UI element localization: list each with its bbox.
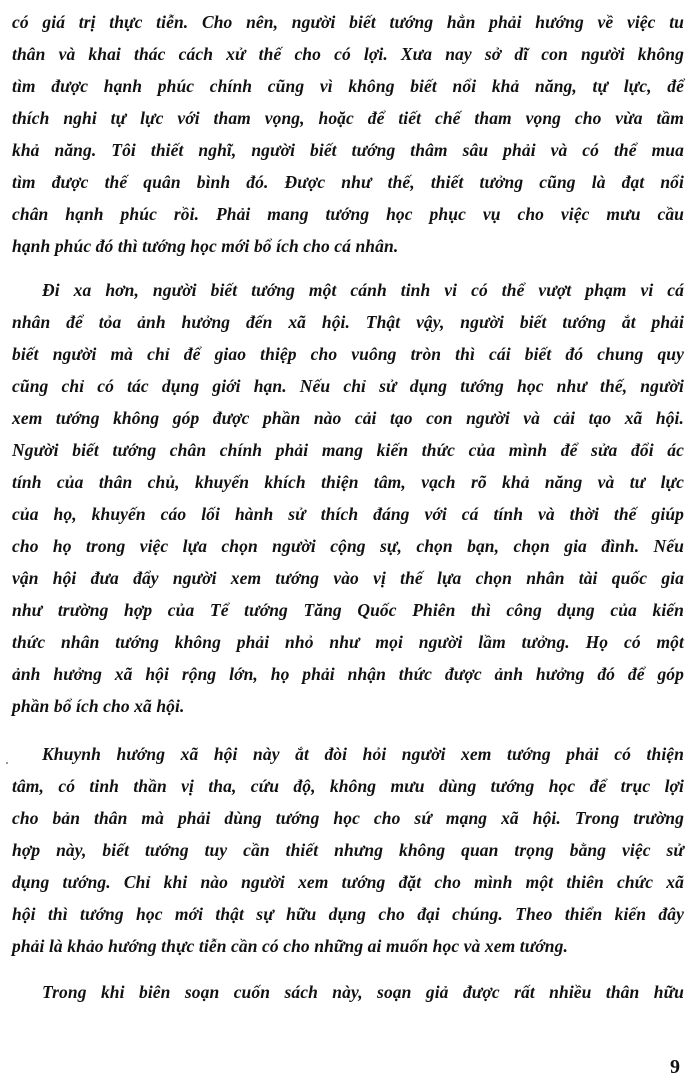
text-line: dụng tướng. Chỉ khi nào người xem tướng đặt cho mình một thiên chức xã	[12, 872, 684, 892]
text-line: tâm, có tinh thần vị tha, cứu độ, không mưu dùng tướng học để trục lợi	[12, 776, 684, 796]
text-line: chân hạnh phúc rồi. Phải mang tướng học phục vụ cho việc mưu cầu	[12, 204, 684, 224]
text-line: cho họ trong việc lựa chọn người cộng sự, chọn bạn, chọn gia đình. Nếu	[12, 536, 684, 556]
text-line: cho bản thân mà phải dùng tướng học cho sứ mạng xã hội. Trong trường	[12, 808, 684, 828]
text-line: phần bổ ích cho xã hội.	[12, 696, 185, 716]
text-line: thức nhân tướng không phải nhỏ như mọi người lầm tưởng. Họ có một	[12, 632, 684, 652]
text-line: hợp này, biết tướng tuy cần thiết nhưng không quan trọng bằng việc sử	[12, 840, 684, 860]
text-line: tính của thân chủ, khuyến khích thiện tâm, vạch rõ khả năng và tư lực	[12, 472, 684, 492]
text-line: như trường hợp của Tể tướng Tăng Quốc Phiên thì công dụng của kiến	[12, 600, 684, 620]
text-line: thích nghi tự lực với tham vọng, hoặc để tiết chế tham vọng cho vừa tầm	[12, 108, 684, 128]
text-line: khả năng. Tôi thiết nghĩ, người biết tướng thâm sâu phải và có thể mua	[12, 140, 684, 160]
text-line: Khuynh hướng xã hội này ắt đòi hỏi người xem tướng phải có thiện	[42, 744, 684, 764]
text-line: biết người mà chỉ để giao thiệp cho vuông tròn thì cái biết đó chung quy	[12, 344, 684, 364]
text-line: thân và khai thác cách xử thế cho có lợi. Xưa nay sở dĩ con người không	[12, 44, 684, 64]
text-line: hạnh phúc đó thì tướng học mới bổ ích cho cá nhân.	[12, 236, 399, 256]
text-line: tìm được thế quân bình đó. Được như thế, thiết tưởng cũng là đạt nổi	[12, 172, 684, 192]
text-line: xem tướng không góp được phần nào cải tạo con người và cải tạo xã hội.	[12, 408, 684, 428]
text-line: có giá trị thực tiễn. Cho nên, người biết tướng hẳn phải hướng về việc tu	[12, 12, 684, 32]
scan-speck	[6, 762, 8, 764]
text-line: Người biết tướng chân chính phải mang kiến thức của mình để sửa đổi ác	[12, 440, 684, 460]
text-line: hội thì tướng học mới thật sự hữu dụng cho đại chúng. Theo thiển kiến đây	[12, 904, 684, 924]
text-line: Trong khi biên soạn cuốn sách này, soạn giả được rất nhiều thân hữu	[42, 982, 684, 1002]
text-line: vận hội đưa đẩy người xem tướng vào vị thế lựa chọn nhân tài quốc gia	[12, 568, 684, 588]
text-line: cũng chỉ có tác dụng giới hạn. Nếu chỉ sử dụng tướng học như thế, người	[12, 376, 684, 396]
text-line: Đi xa hơn, người biết tướng một cánh tinh vi có thể vượt phạm vi cá	[42, 280, 684, 300]
text-line: của họ, khuyến cáo lối hành sử thích đáng với cá tính và thời thế giúp	[12, 504, 684, 524]
text-line: phải là khảo hướng thực tiễn cần có cho những ai muốn học và xem tướng.	[12, 936, 568, 956]
text-line: nhân để tỏa ảnh hưởng đến xã hội. Thật vậy, người biết tướng ắt phải	[12, 312, 684, 332]
text-line: tìm được hạnh phúc chính cũng vì không biết nổi khả năng, tự lực, để	[12, 76, 684, 96]
text-line: ảnh hưởng xã hội rộng lớn, họ phải nhận thức được ảnh hưởng đó để góp	[12, 664, 684, 684]
page-number: 9	[670, 1056, 680, 1078]
